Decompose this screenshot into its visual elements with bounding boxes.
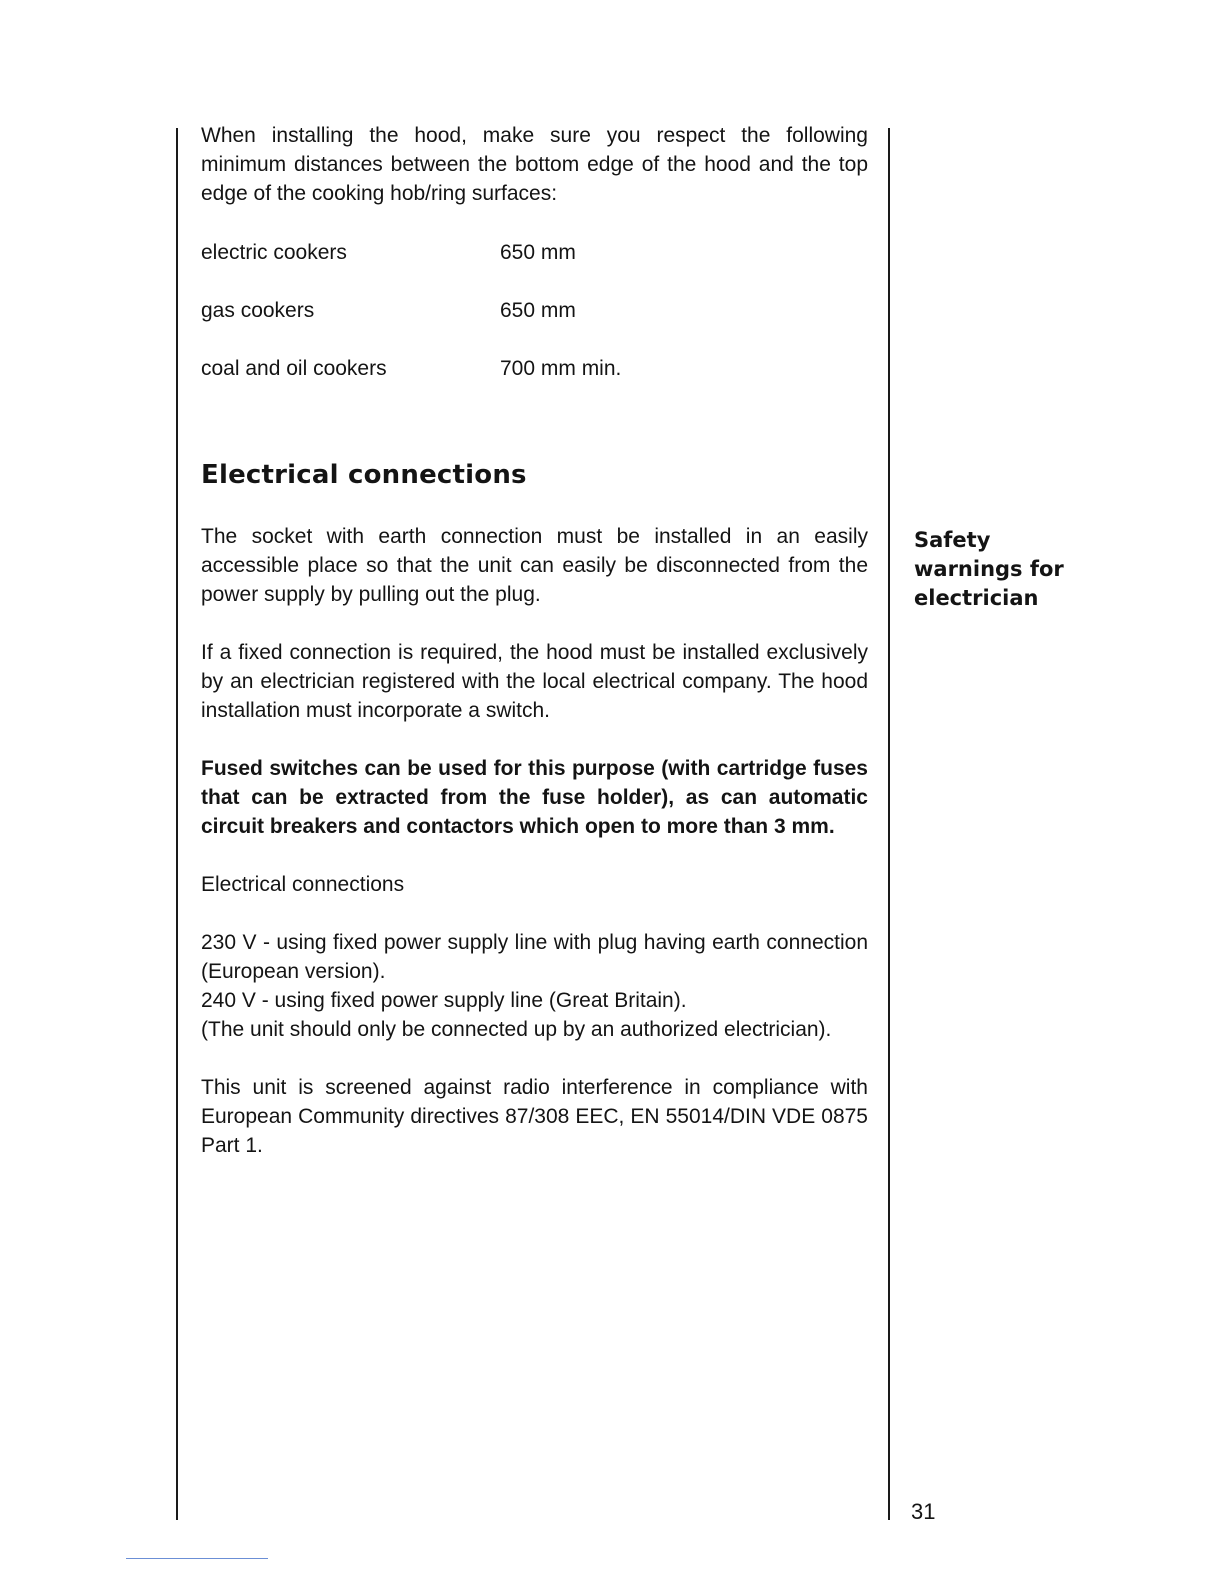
distance-label: electric cookers (201, 241, 347, 264)
bottom-underline (126, 1558, 268, 1559)
sidebar-heading (914, 526, 1114, 613)
voltage-230-text: 230 V - using fixed power supply line with plug having earth connection (European version). (201, 931, 868, 983)
sidebar-heading-line: electrician (914, 586, 1039, 610)
section-title: Electrical connections (201, 460, 527, 490)
distance-label: gas cookers (201, 299, 315, 322)
socket-paragraph: The socket with earth connection must be installed in an easily accessible place so that the unit can easily be disconnected from the power supply by pulling out the plug. (201, 525, 868, 606)
distance-label: coal and oil cookers (201, 357, 387, 380)
distance-value: 650 mm (500, 241, 576, 264)
authorized-note: (The unit should only be connected up by an authorized electrician). (201, 1018, 832, 1041)
fused-switches-paragraph: Fused switches can be used for this purpose (with cartridge fuses that can be extracted from the fuse holder), as can automatic circuit breakers and contactors which open to more than 3 mm. (201, 757, 868, 838)
distance-row (201, 354, 868, 383)
sidebar-heading-line: Safety (914, 528, 991, 552)
right-margin-rule (888, 128, 890, 1520)
electrical-connections-subheading: Electrical connections (201, 873, 405, 896)
radio-interference-paragraph: This unit is screened against radio interference in compliance with European Community directives 87/308 EEC, EN 55014/DIN VDE 0875 Part 1. (201, 1076, 868, 1157)
distance-row (201, 238, 868, 267)
fixed-connection-paragraph: If a fixed connection is required, the hood must be installed exclusively by an electrician registered with the local electrical company. The hood installation must incorporate a switch. (201, 641, 868, 722)
sidebar-heading-line: warnings for (914, 557, 1064, 581)
main-column (201, 121, 868, 1160)
distance-row (201, 296, 868, 325)
voltage-240-text: 240 V - using fixed power supply line (Great Britain). (201, 989, 687, 1012)
page-number: 31 (911, 1499, 936, 1524)
distance-value: 700 mm min. (500, 357, 622, 380)
left-margin-rule (176, 128, 178, 1520)
distance-table (201, 238, 868, 383)
voltage-paragraph (201, 928, 868, 1044)
distance-value: 650 mm (500, 299, 576, 322)
intro-paragraph: When installing the hood, make sure you respect the following minimum distances between the bottom edge of the hood and the top edge of the cooking hob/ring surfaces: (201, 124, 868, 205)
